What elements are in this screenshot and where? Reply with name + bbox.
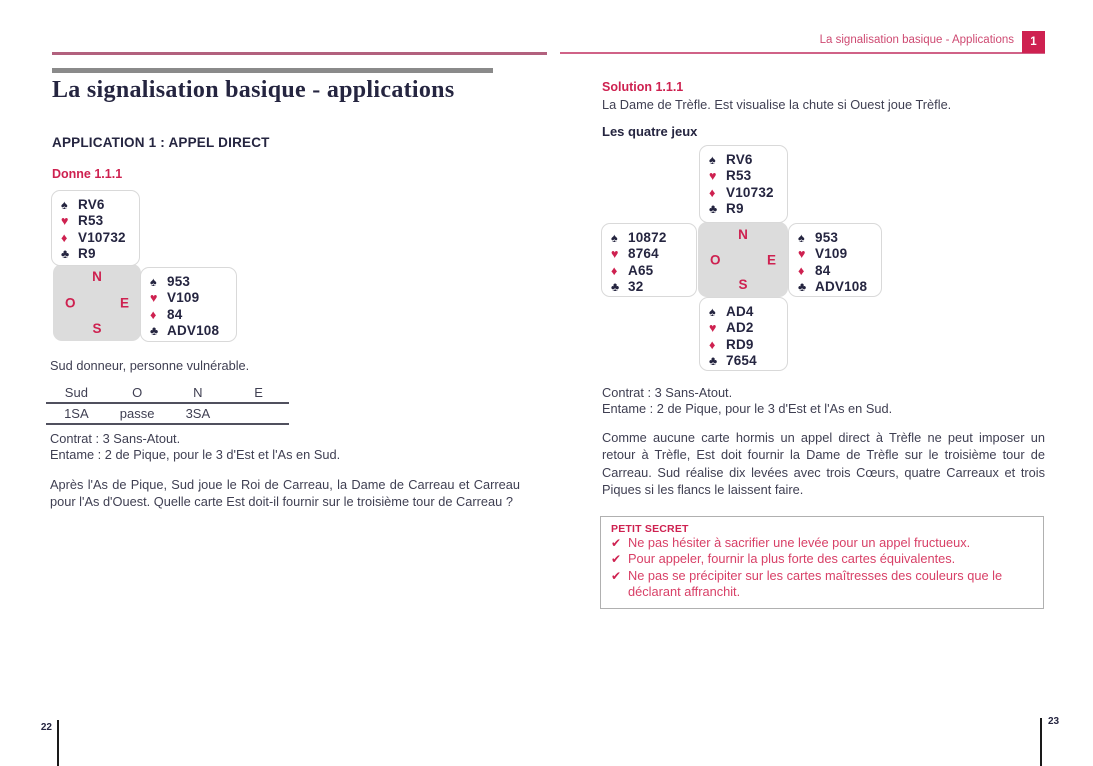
suit-line bbox=[709, 320, 783, 336]
dealer-vulnerability-line: Sud donneur, personne vulnérable. bbox=[50, 358, 250, 373]
lead-line: Entame : 2 de Pique, pour le 3 d'Est et l'As en Sud. bbox=[602, 401, 893, 416]
suit-line bbox=[61, 246, 135, 262]
card-holding: 8764 bbox=[628, 246, 659, 262]
diamond-icon: ♦ bbox=[709, 337, 716, 352]
club-icon: ♣ bbox=[798, 279, 807, 294]
diamond-icon: ♦ bbox=[709, 185, 716, 200]
bidding-header-cell: Sud bbox=[64, 385, 88, 400]
suit-line bbox=[61, 230, 135, 246]
suit-line bbox=[61, 197, 135, 213]
page-number-left: 22 bbox=[40, 722, 52, 733]
bidding-header-cell: E bbox=[254, 385, 263, 400]
heart-icon: ♥ bbox=[611, 247, 619, 262]
footer-rule-left bbox=[57, 720, 59, 766]
card-holding: 84 bbox=[815, 262, 831, 278]
page-number-right: 23 bbox=[1048, 716, 1060, 727]
card-holding: 953 bbox=[815, 230, 839, 245]
spade-icon: ♠ bbox=[709, 305, 716, 319]
east-hand bbox=[140, 267, 237, 342]
title-bar-rule bbox=[52, 68, 493, 73]
explanation-paragraph: Comme aucune carte hormis un appel direct à Trèfle ne peut imposer un retour à Trèfle, Est doit fournir la Dame de Trèfle sur le troisième tour de Carreau. Sud réalise dix levées avec trois Cœurs, quatre Carreaux et trois Piques si les flancs le laissent faire. bbox=[602, 430, 1045, 497]
checkmark-icon: ✔ bbox=[611, 568, 622, 583]
compass-east-label: E bbox=[766, 252, 776, 267]
suit-line bbox=[150, 307, 232, 323]
bid-cell: passe bbox=[119, 406, 155, 421]
petit-secret-box bbox=[600, 516, 1044, 609]
suit-line bbox=[150, 274, 232, 290]
suit-line bbox=[150, 323, 232, 339]
spade-icon: ♠ bbox=[611, 231, 618, 245]
page-title: La signalisation basique - applications bbox=[52, 77, 455, 103]
suit-line bbox=[611, 263, 692, 279]
card-holding: 32 bbox=[628, 278, 644, 294]
compass-west-label: O bbox=[710, 252, 721, 267]
card-holding: R9 bbox=[78, 245, 96, 261]
compass-east-label: E bbox=[119, 295, 129, 310]
suit-line bbox=[611, 246, 692, 262]
petit-secret-title: PETIT SECRET bbox=[611, 523, 689, 535]
card-holding: V10732 bbox=[78, 229, 126, 245]
spade-icon: ♠ bbox=[61, 198, 68, 212]
bidding-data-row bbox=[46, 404, 289, 425]
solution-text: La Dame de Trèfle. Est visualise la chute si Ouest joue Trèfle. bbox=[602, 97, 952, 112]
diamond-icon: ♦ bbox=[150, 307, 157, 322]
card-holding: ADV108 bbox=[815, 278, 868, 294]
card-holding: 953 bbox=[167, 274, 191, 289]
left-page-header-rule bbox=[52, 52, 547, 55]
club-icon: ♣ bbox=[611, 279, 620, 294]
club-icon: ♣ bbox=[709, 201, 718, 216]
card-holding: RD9 bbox=[726, 336, 754, 352]
compass-north-label: N bbox=[92, 269, 102, 284]
club-icon: ♣ bbox=[709, 353, 718, 368]
card-holding: R9 bbox=[726, 200, 744, 216]
lead-line: Entame : 2 de Pique, pour le 3 d'Est et l'As en Sud. bbox=[50, 447, 341, 462]
suit-line bbox=[709, 168, 783, 184]
suit-line bbox=[709, 185, 783, 201]
suit-line bbox=[709, 152, 783, 168]
secret-item-text: Ne pas se précipiter sur les cartes maîtresses des couleurs que le déclarant affranchit. bbox=[628, 567, 1003, 599]
west-hand bbox=[601, 223, 697, 297]
card-holding: A65 bbox=[628, 262, 654, 278]
card-holding: AD4 bbox=[726, 304, 754, 319]
contract-line: Contrat : 3 Sans-Atout. bbox=[602, 385, 733, 400]
four-hands-heading: Les quatre jeux bbox=[602, 124, 698, 139]
compass-south-label: S bbox=[92, 321, 102, 336]
heart-icon: ♥ bbox=[798, 247, 806, 262]
south-hand bbox=[699, 297, 788, 371]
bidding-table bbox=[46, 383, 289, 425]
card-holding: AD2 bbox=[726, 320, 754, 336]
secret-item bbox=[611, 551, 1033, 567]
suit-line bbox=[798, 263, 877, 279]
secret-item-text: Pour appeler, fournir la plus forte des cartes équivalentes. bbox=[628, 551, 956, 567]
east-hand bbox=[788, 223, 882, 297]
heart-icon: ♥ bbox=[709, 321, 717, 336]
suit-line bbox=[611, 230, 692, 246]
checkmark-icon: ✔ bbox=[611, 536, 622, 550]
card-holding: R53 bbox=[78, 213, 104, 229]
suit-line bbox=[709, 353, 783, 369]
application-heading: APPLICATION 1 : APPEL DIRECT bbox=[52, 135, 270, 150]
card-holding: RV6 bbox=[726, 152, 753, 167]
diamond-icon: ♦ bbox=[611, 263, 618, 278]
diamond-icon: ♦ bbox=[798, 263, 805, 278]
suit-line bbox=[709, 304, 783, 320]
chapter-badge: 1 bbox=[1022, 31, 1045, 53]
suit-line bbox=[150, 290, 232, 306]
footer-rule-right bbox=[1040, 718, 1042, 766]
card-holding: 84 bbox=[167, 306, 183, 322]
compass-rose bbox=[53, 264, 141, 341]
compass-south-label: S bbox=[738, 277, 748, 292]
card-holding: V109 bbox=[167, 290, 200, 306]
card-holding: 10872 bbox=[628, 230, 667, 245]
north-hand bbox=[699, 145, 788, 223]
suit-line bbox=[709, 337, 783, 353]
secret-item bbox=[611, 535, 1033, 551]
suit-line bbox=[798, 230, 877, 246]
card-holding: V10732 bbox=[726, 184, 774, 200]
bidding-header-cell: O bbox=[132, 385, 143, 400]
suit-line bbox=[709, 201, 783, 217]
question-paragraph: Après l'As de Pique, Sud joue le Roi de Carreau, la Dame de Carreau et Carreau pour l'As d'Ouest. Quelle carte Est doit-il fournir sur le troisième tour de Carreau ? bbox=[50, 477, 520, 510]
secret-item bbox=[611, 568, 1033, 601]
bidding-header-cell: N bbox=[193, 385, 203, 400]
running-header: La signalisation basique - Applications bbox=[819, 34, 1014, 46]
bid-cell: 3SA bbox=[185, 406, 211, 421]
north-hand bbox=[51, 190, 140, 266]
donne-label: Donne 1.1.1 bbox=[52, 167, 123, 181]
solution-label: Solution 1.1.1 bbox=[602, 80, 684, 94]
deal-diagram bbox=[51, 190, 241, 345]
secret-item-text: Ne pas hésiter à sacrifier une levée pour un appel fructueux. bbox=[628, 535, 971, 550]
bidding-header-row bbox=[46, 383, 289, 404]
card-holding: RV6 bbox=[78, 197, 105, 212]
card-holding: ADV108 bbox=[167, 322, 220, 338]
spade-icon: ♠ bbox=[798, 231, 805, 245]
spade-icon: ♠ bbox=[709, 153, 716, 167]
contract-line: Contrat : 3 Sans-Atout. bbox=[50, 431, 181, 446]
bid-cell: 1SA bbox=[64, 406, 89, 421]
card-holding: 7654 bbox=[726, 352, 757, 368]
compass-west-label: O bbox=[65, 295, 76, 310]
full-deal-diagram bbox=[601, 145, 882, 375]
card-holding: V109 bbox=[815, 246, 848, 262]
suit-line bbox=[798, 279, 877, 295]
compass-north-label: N bbox=[738, 227, 748, 242]
club-icon: ♣ bbox=[150, 323, 159, 338]
club-icon: ♣ bbox=[61, 246, 70, 261]
heart-icon: ♥ bbox=[61, 214, 69, 229]
heart-icon: ♥ bbox=[150, 291, 158, 306]
card-holding: R53 bbox=[726, 168, 752, 184]
checkmark-icon: ✔ bbox=[611, 552, 622, 567]
spade-icon: ♠ bbox=[150, 275, 157, 289]
right-page-header-rule bbox=[560, 52, 1045, 54]
suit-line bbox=[798, 246, 877, 262]
diamond-icon: ♦ bbox=[61, 230, 68, 245]
heart-icon: ♥ bbox=[709, 169, 717, 184]
suit-line bbox=[611, 279, 692, 295]
compass-rose bbox=[698, 222, 788, 297]
suit-line bbox=[61, 213, 135, 229]
